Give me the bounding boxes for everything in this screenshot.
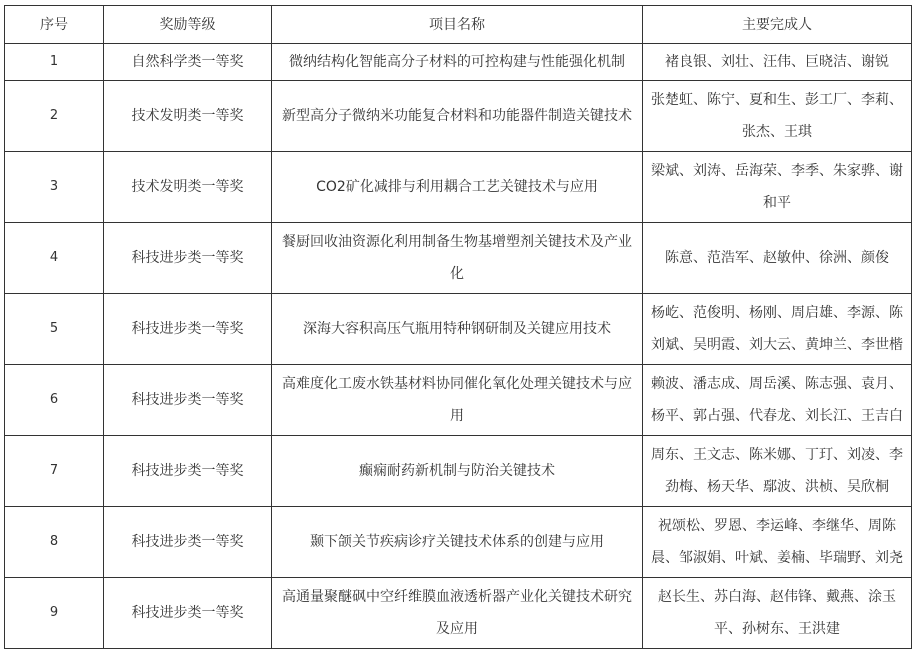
cell-people: 赖波、潘志成、周岳溪、陈志强、袁月、杨平、郭占强、代春龙、刘长江、王吉白 (643, 365, 912, 436)
cell-no: 3 (5, 152, 104, 223)
table-row (5, 223, 912, 294)
table-row (5, 507, 912, 578)
cell-level: 技术发明类一等奖 (104, 81, 272, 152)
cell-project: 癫痫耐药新机制与防治关键技术 (272, 436, 643, 507)
cell-project: 颞下颌关节疾病诊疗关键技术体系的创建与应用 (272, 507, 643, 578)
header-no: 序号 (5, 6, 104, 44)
table-row (5, 294, 912, 365)
cell-people: 杨屹、范俊明、杨刚、周启雄、李源、陈刘斌、吴明霞、刘大云、黄坤兰、李世楷 (643, 294, 912, 365)
cell-no: 4 (5, 223, 104, 294)
cell-level: 科技进步类一等奖 (104, 507, 272, 578)
cell-people: 周东、王文志、陈米娜、丁玎、刘凌、李劲梅、杨天华、鄢波、洪桢、吴欣桐 (643, 436, 912, 507)
cell-project: 高难度化工废水铁基材料协同催化氧化处理关键技术与应用 (272, 365, 643, 436)
cell-project: 新型高分子微纳米功能复合材料和功能器件制造关键技术 (272, 81, 643, 152)
cell-project: CO2矿化减排与利用耦合工艺关键技术与应用 (272, 152, 643, 223)
cell-no: 9 (5, 578, 104, 649)
table-row (5, 81, 912, 152)
cell-project: 高通量聚醚砜中空纤维膜血液透析器产业化关键技术研究及应用 (272, 578, 643, 649)
cell-level: 科技进步类一等奖 (104, 436, 272, 507)
cell-people: 陈意、范浩军、赵敏仲、徐洲、颜俊 (643, 223, 912, 294)
cell-no: 6 (5, 365, 104, 436)
cell-people: 赵长生、苏白海、赵伟锋、戴燕、涂玉平、孙树东、王洪建 (643, 578, 912, 649)
cell-level: 技术发明类一等奖 (104, 152, 272, 223)
table-row (5, 365, 912, 436)
cell-people: 梁斌、刘涛、岳海荣、李季、朱家骅、谢和平 (643, 152, 912, 223)
awards-table (4, 5, 912, 649)
cell-level: 科技进步类一等奖 (104, 365, 272, 436)
cell-people: 祝颂松、罗恩、李运峰、李继华、周陈晨、邹淑娟、叶斌、姜楠、毕瑞野、刘尧 (643, 507, 912, 578)
cell-project: 深海大容积高压气瓶用特种钢研制及关键应用技术 (272, 294, 643, 365)
header-row (5, 6, 912, 44)
table-row (5, 578, 912, 649)
cell-level: 科技进步类一等奖 (104, 578, 272, 649)
cell-no: 5 (5, 294, 104, 365)
table-row (5, 152, 912, 223)
table-row (5, 44, 912, 81)
cell-level: 科技进步类一等奖 (104, 223, 272, 294)
cell-no: 7 (5, 436, 104, 507)
cell-people: 张楚虹、陈宁、夏和生、彭工厂、李莉、张杰、王琪 (643, 81, 912, 152)
cell-no: 8 (5, 507, 104, 578)
table-row (5, 436, 912, 507)
cell-level: 科技进步类一等奖 (104, 294, 272, 365)
cell-project: 微纳结构化智能高分子材料的可控构建与性能强化机制 (272, 44, 643, 81)
cell-no: 2 (5, 81, 104, 152)
cell-people: 褚良银、刘壮、汪伟、巨晓洁、谢锐 (643, 44, 912, 81)
header-people: 主要完成人 (643, 6, 912, 44)
header-project: 项目名称 (272, 6, 643, 44)
header-level: 奖励等级 (104, 6, 272, 44)
cell-level: 自然科学类一等奖 (104, 44, 272, 81)
cell-project: 餐厨回收油资源化利用制备生物基增塑剂关键技术及产业化 (272, 223, 643, 294)
cell-no: 1 (5, 44, 104, 81)
